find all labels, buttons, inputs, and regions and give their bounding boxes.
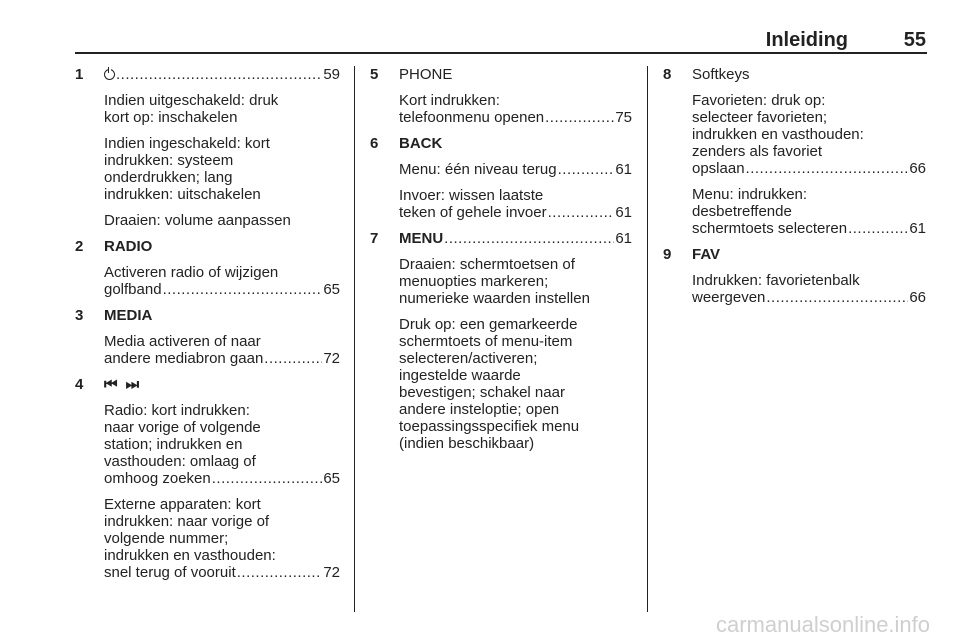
dot-leader bbox=[264, 350, 322, 367]
entry-heading bbox=[104, 66, 340, 83]
skip-prev-next-icon: ⏮ ⏭ bbox=[104, 376, 142, 393]
text-line: Radio: kort indrukken: bbox=[104, 402, 250, 419]
entry-number: 5 bbox=[370, 66, 379, 83]
paragraph bbox=[399, 161, 632, 178]
column-2 bbox=[370, 66, 632, 461]
text-line: indrukken en vasthouden: bbox=[692, 126, 864, 143]
entry-title: BACK bbox=[399, 135, 443, 152]
dot-leader bbox=[746, 160, 909, 177]
text-line: Indien ingeschakeld: kort bbox=[104, 135, 270, 152]
text-line: teken of gehele invoer bbox=[399, 204, 547, 221]
text-line: bevestigen; schakel naar bbox=[399, 384, 565, 401]
entry-9 bbox=[663, 246, 926, 306]
paragraph bbox=[104, 135, 340, 203]
paragraph bbox=[399, 187, 632, 221]
page-title: Inleiding bbox=[765, 29, 848, 51]
paragraph bbox=[104, 264, 340, 298]
dot-leader bbox=[548, 204, 615, 221]
text-line: indrukken: naar vorige of bbox=[104, 513, 270, 530]
text-line: numerieke waarden instellen bbox=[399, 290, 590, 307]
page-ref-link[interactable]: 66 bbox=[909, 289, 926, 306]
entry-title: MEDIA bbox=[104, 307, 153, 324]
dot-leader bbox=[237, 564, 323, 581]
paragraph bbox=[104, 402, 340, 487]
entry-title: PHONE bbox=[399, 66, 453, 83]
text-line: Favorieten: druk op: bbox=[692, 92, 826, 109]
watermark: carmanualsonline.info bbox=[716, 612, 931, 637]
text-line: selecteren/activeren; bbox=[399, 350, 538, 367]
entry-number: 9 bbox=[663, 246, 672, 263]
entry-6 bbox=[370, 135, 632, 221]
text-line: (indien beschikbaar) bbox=[399, 435, 535, 452]
entry-title: RADIO bbox=[104, 238, 153, 255]
page-ref-link[interactable]: 61 bbox=[615, 204, 632, 221]
page-ref-link[interactable]: 59 bbox=[323, 66, 340, 83]
entry-number: 2 bbox=[75, 238, 84, 255]
paragraph bbox=[399, 316, 632, 452]
dot-leader bbox=[212, 470, 323, 487]
text-line: toepassingsspecifiek menu bbox=[399, 418, 580, 435]
page-ref-link[interactable]: 61 bbox=[615, 230, 632, 247]
text-line: telefoonmenu openen bbox=[399, 109, 545, 126]
entry-title: Softkeys bbox=[692, 66, 750, 83]
paragraph bbox=[399, 256, 632, 307]
text-line: naar vorige of volgende bbox=[104, 419, 261, 436]
entry-4 bbox=[75, 376, 340, 581]
column-1 bbox=[75, 66, 340, 590]
dot-leader bbox=[545, 109, 614, 126]
text-line: opslaan bbox=[692, 160, 745, 177]
entry-number: 7 bbox=[370, 230, 379, 247]
text-line: Invoer: wissen laatste bbox=[399, 187, 544, 204]
dot-leader bbox=[848, 220, 908, 237]
paragraph bbox=[104, 212, 340, 229]
entry-number: 3 bbox=[75, 307, 84, 324]
text-line: Draaien: volume aanpassen bbox=[104, 212, 291, 229]
text-line: snel terug of vooruit bbox=[104, 564, 236, 581]
text-line: golfband bbox=[104, 281, 162, 298]
dot-leader bbox=[116, 66, 322, 83]
leader-line bbox=[104, 470, 340, 487]
entry-7 bbox=[370, 230, 632, 452]
page-ref-link[interactable]: 75 bbox=[615, 109, 632, 126]
text-line: Activeren radio of wijzigen bbox=[104, 264, 279, 281]
paragraph bbox=[692, 92, 926, 177]
text-line: onderdrukken; lang bbox=[104, 169, 233, 186]
page-ref-link[interactable]: 72 bbox=[323, 564, 340, 581]
leader-line bbox=[104, 564, 340, 581]
text-line: schermtoets selecteren bbox=[692, 220, 848, 237]
leader-line bbox=[399, 204, 632, 221]
leader-line bbox=[692, 220, 926, 237]
text-line: andere mediabron gaan bbox=[104, 350, 264, 367]
page-number: 55 bbox=[903, 29, 926, 51]
text-line: Kort indrukken: bbox=[399, 92, 500, 109]
text-line: indrukken: systeem bbox=[104, 152, 234, 169]
entry-title: FAV bbox=[692, 246, 721, 263]
dot-leader bbox=[163, 281, 323, 298]
header-divider bbox=[75, 52, 927, 54]
text-line: indrukken en vasthouden: bbox=[104, 547, 276, 564]
text-line: vasthouden: omlaag of bbox=[104, 453, 256, 470]
dot-leader bbox=[444, 230, 614, 247]
page-ref-link[interactable]: 65 bbox=[323, 281, 340, 298]
paragraph bbox=[692, 272, 926, 306]
text-line: Druk op: een gemarkeerde bbox=[399, 316, 578, 333]
text-line: andere insteloptie; open bbox=[399, 401, 560, 418]
text-line: zenders als favoriet bbox=[692, 143, 823, 160]
entry-heading bbox=[399, 230, 632, 247]
dot-leader bbox=[558, 161, 615, 178]
leader-line bbox=[399, 109, 632, 126]
text-line: desbetreffende bbox=[692, 203, 792, 220]
text-line: Menu: indrukken: bbox=[692, 186, 808, 203]
page-ref-link[interactable]: 72 bbox=[323, 350, 340, 367]
entry-1 bbox=[75, 66, 340, 229]
leader-line bbox=[692, 160, 926, 177]
leader-line bbox=[104, 350, 340, 367]
entry-2 bbox=[75, 238, 340, 298]
entry-number: 4 bbox=[75, 376, 84, 393]
page-ref-link[interactable]: 61 bbox=[909, 220, 926, 237]
text-line: station; indrukken en bbox=[104, 436, 243, 453]
leader-line bbox=[399, 161, 632, 178]
page-ref-link[interactable]: 61 bbox=[615, 161, 632, 178]
text-line: Draaien: schermtoetsen of bbox=[399, 256, 575, 273]
text-line: Indien uitgeschakeld: druk bbox=[104, 92, 279, 109]
dot-leader bbox=[766, 289, 908, 306]
column-divider-2 bbox=[647, 66, 648, 612]
column-divider-1 bbox=[354, 66, 355, 612]
text-line: kort op: inschakelen bbox=[104, 109, 238, 126]
text-line: weergeven bbox=[692, 289, 766, 306]
text-line: omhoog zoeken bbox=[104, 470, 211, 487]
text-line: ingestelde waarde bbox=[399, 367, 521, 384]
entry-number: 8 bbox=[663, 66, 672, 83]
paragraph bbox=[104, 496, 340, 581]
entry-title: MENU bbox=[399, 230, 444, 247]
page-ref-link[interactable]: 66 bbox=[909, 160, 926, 177]
text-line: indrukken: uitschakelen bbox=[104, 186, 261, 203]
leader-line bbox=[692, 289, 926, 306]
text-line: Externe apparaten: kort bbox=[104, 496, 261, 513]
entry-number: 1 bbox=[75, 66, 84, 83]
entry-8 bbox=[663, 66, 926, 237]
leader-line bbox=[104, 281, 340, 298]
text-line: menuopties markeren; bbox=[399, 273, 549, 290]
text-line: schermtoets of menu-item bbox=[399, 333, 573, 350]
column-3 bbox=[663, 66, 926, 315]
text-line: volgende nummer; bbox=[104, 530, 229, 547]
power-icon bbox=[104, 69, 115, 80]
entry-3 bbox=[75, 307, 340, 367]
text-line: Indrukken: favorietenbalk bbox=[692, 272, 860, 289]
paragraph bbox=[399, 92, 632, 126]
entry-number: 6 bbox=[370, 135, 379, 152]
text-line: Menu: één niveau terug bbox=[399, 161, 557, 178]
paragraph bbox=[104, 333, 340, 367]
text-line: Media activeren of naar bbox=[104, 333, 261, 350]
page-ref-link[interactable]: 65 bbox=[323, 470, 340, 487]
text-line: selecteer favorieten; bbox=[692, 109, 828, 126]
paragraph bbox=[104, 92, 340, 126]
entry-5 bbox=[370, 66, 632, 126]
paragraph bbox=[692, 186, 926, 237]
